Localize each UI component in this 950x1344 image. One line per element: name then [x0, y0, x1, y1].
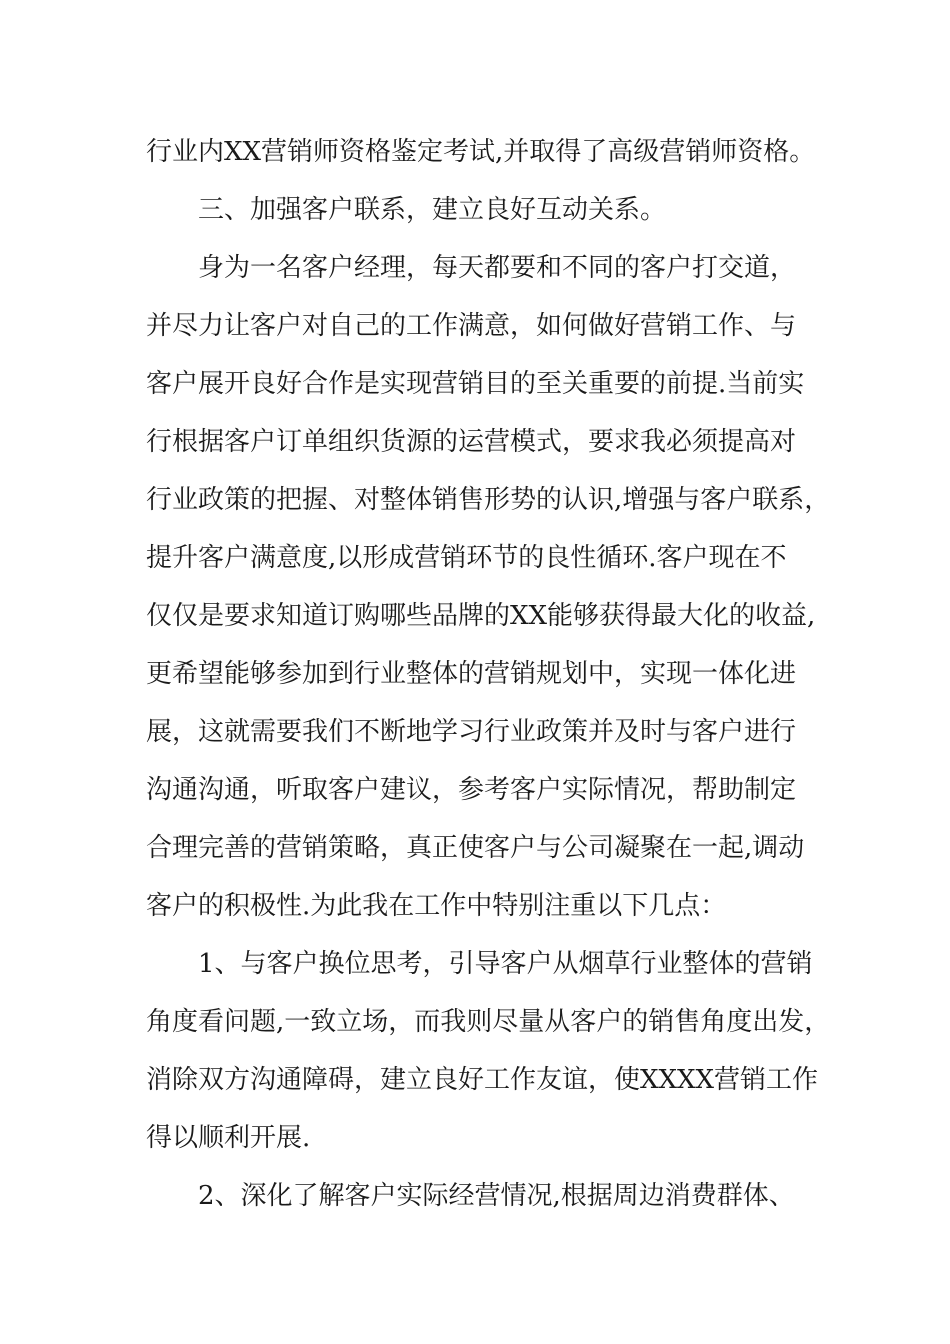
text-line: 合理完善的营销策略，真正使客户与公司凝聚在一起,调动 [146, 833, 805, 863]
text-line: 身为一名客户经理，每天都要和不同的客户打交道， [198, 253, 797, 283]
text-line: 消除双方沟通障碍，建立良好工作友谊，使XXXX营销工作 [146, 1065, 819, 1095]
list-item: 1、与客户换位思考，引导客户从烟草行业整体的营销 [198, 949, 813, 979]
text-line: 仅仅是要求知道订购哪些品牌的XX能够获得最大化的收益, [146, 601, 816, 631]
list-item: 2、深化了解客户实际经营情况,根据周边消费群体、 [198, 1181, 795, 1211]
text-line: 沟通沟通，听取客户建议，参考客户实际情况，帮助制定 [146, 775, 797, 805]
text-line: 客户的积极性.为此我在工作中特别注重以下几点： [146, 891, 727, 921]
section-heading: 三、加强客户联系，建立良好互动关系。 [198, 195, 667, 225]
text-line: 提升客户满意度,以形成营销环节的良性循环.客户现在不 [146, 543, 787, 573]
text-line: 行业政策的把握、对整体销售形势的认识,增强与客户联系， [146, 485, 831, 515]
text-line: 更希望能够参加到行业整体的营销规划中，实现一体化进 [146, 659, 797, 689]
text-line: 得以顺利开展. [146, 1123, 311, 1153]
text-line: 客户展开良好合作是实现营销目的至关重要的前提.当前实 [146, 369, 805, 399]
text-line: 行业内XX营销师资格鉴定考试,并取得了高级营销师资格。 [146, 137, 816, 167]
text-line: 行根据客户订单组织货源的运营模式，要求我必须提高对 [146, 427, 797, 457]
text-line: 展，这就需要我们不断地学习行业政策并及时与客户进行 [146, 717, 797, 747]
text-line: 并尽力让客户对自己的工作满意，如何做好营销工作、与 [146, 311, 797, 341]
text-line: 角度看问题,一致立场，而我则尽量从客户的销售角度出发， [146, 1007, 831, 1037]
